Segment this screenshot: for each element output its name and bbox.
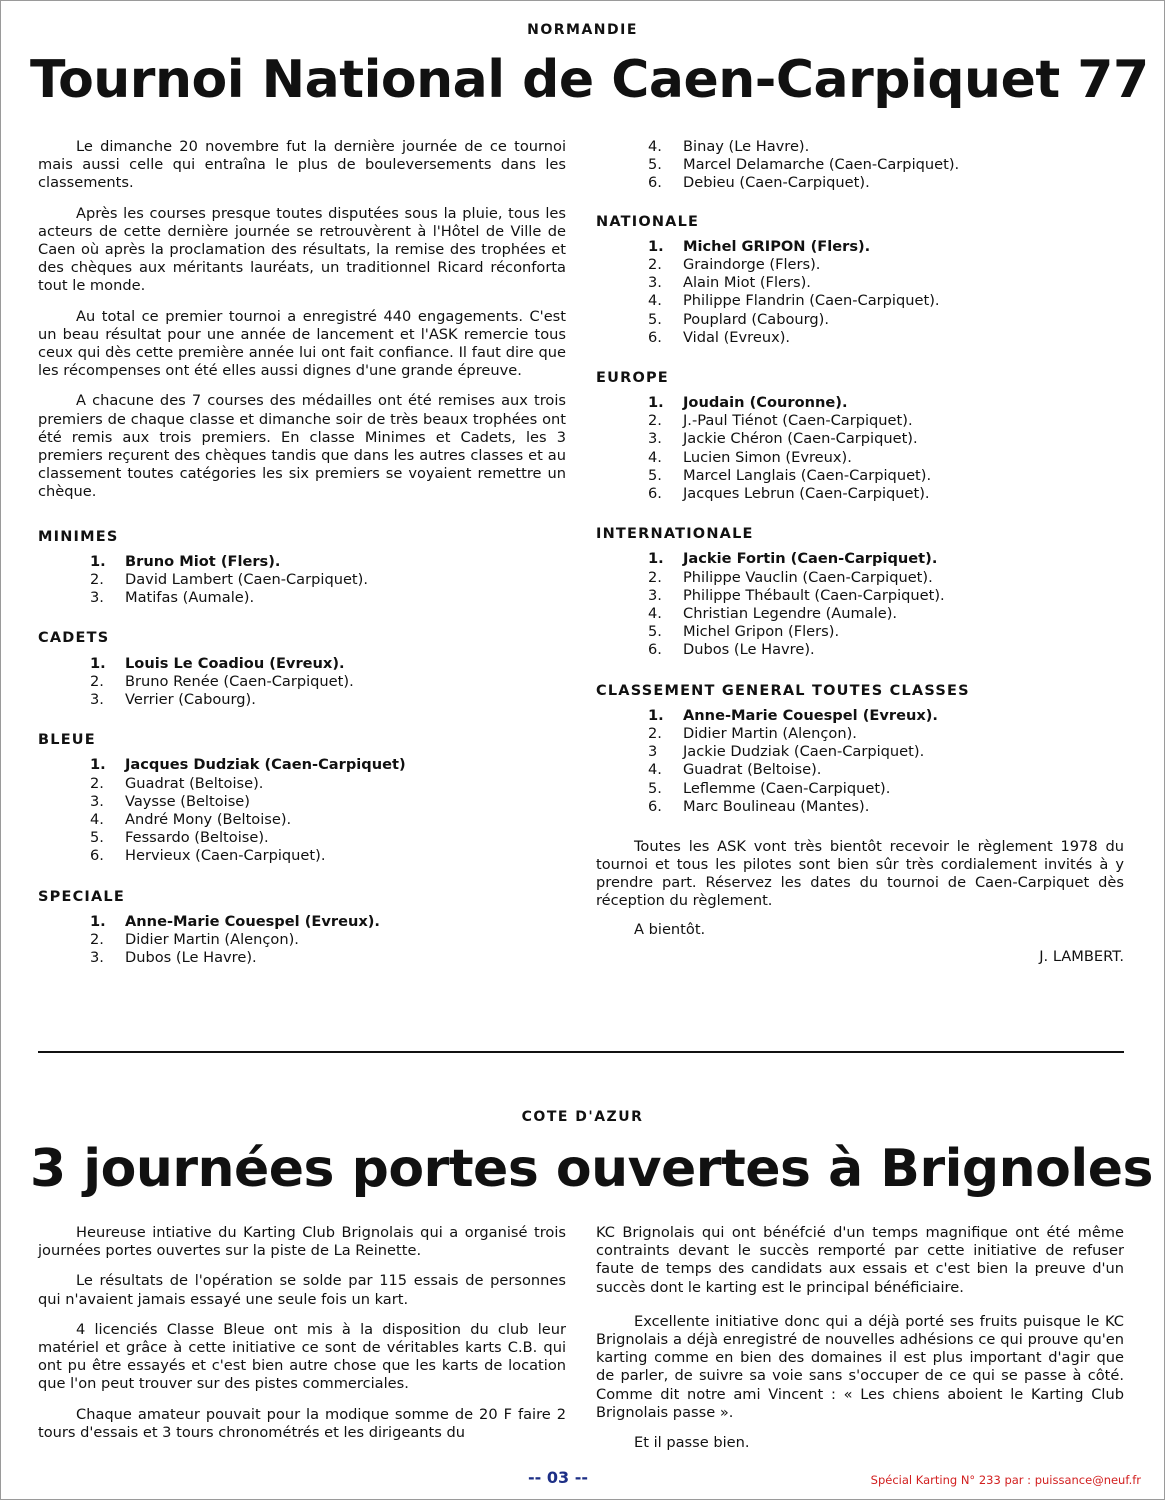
result-row bbox=[648, 569, 1124, 587]
result-entry: Louis Le Coadiou (Evreux). bbox=[125, 654, 345, 672]
result-entry: Marcel Langlais (Caen-Carpiquet). bbox=[683, 466, 932, 484]
result-row bbox=[90, 829, 566, 847]
result-entry: Alain Miot (Flers). bbox=[683, 274, 811, 292]
result-entry: Vidal (Evreux). bbox=[683, 328, 791, 346]
result-row bbox=[648, 605, 1124, 623]
result-rank: 6. bbox=[648, 485, 662, 503]
result-entry: Binay (Le Havre). bbox=[683, 138, 810, 155]
article2-title: 3 journées portes ouvertes à Brignoles bbox=[30, 1139, 1153, 1199]
result-rank: 1. bbox=[648, 237, 664, 255]
result-rank: 3. bbox=[90, 792, 104, 810]
result-entry: Bruno Renée (Caen-Carpiquet). bbox=[125, 672, 354, 690]
results-list-internationale bbox=[596, 550, 1124, 659]
result-rank: 6. bbox=[90, 847, 104, 865]
result-row bbox=[648, 587, 1124, 605]
result-entry: Guadrat (Beltoise). bbox=[683, 761, 822, 779]
article-divider bbox=[38, 1051, 1124, 1053]
result-entry: Jacques Dudziak (Caen-Carpiquet) bbox=[125, 756, 406, 774]
paragraph: Chaque amateur pouvait pour la modique somme de 20 F faire 2 tours d'essais et 3 tours chronométrés et les dirigeants du bbox=[38, 1405, 566, 1441]
result-rank: 3. bbox=[648, 430, 662, 448]
result-entry: Michel GRIPON (Flers). bbox=[683, 237, 871, 255]
result-row bbox=[648, 550, 1124, 568]
result-rank: 2. bbox=[90, 930, 104, 948]
result-entry: Philippe Vauclin (Caen-Carpiquet). bbox=[683, 568, 933, 586]
result-rank: 1. bbox=[90, 912, 106, 930]
result-rank: 1. bbox=[648, 706, 664, 724]
results-list-cadets bbox=[38, 655, 566, 710]
results-list-nationale bbox=[596, 238, 1124, 347]
result-entry: André Mony (Beltoise). bbox=[125, 810, 292, 828]
class-heading-bleue: BLEUE bbox=[38, 732, 96, 749]
result-row bbox=[648, 292, 1124, 310]
article2-right-text bbox=[596, 1313, 1124, 1452]
paragraph: Heureuse intiative du Karting Club Brignolais qui a organisé trois journées portes ouvertes sur la piste de La Reinette. bbox=[38, 1224, 566, 1260]
farewell: A bientôt. bbox=[634, 920, 706, 938]
result-row bbox=[90, 793, 566, 811]
result-entry: Jackie Chéron (Caen-Carpiquet). bbox=[683, 430, 918, 448]
result-row bbox=[648, 430, 1124, 448]
result-rank: 5. bbox=[90, 829, 104, 847]
paragraph: Le dimanche 20 novembre fut la dernière journée de ce tournoi mais aussi celle qui entraîna le plus de bouleversements dans les classements. bbox=[38, 138, 566, 192]
article2-left-text bbox=[38, 1224, 566, 1442]
result-entry: Debieu (Caen-Carpiquet). bbox=[683, 174, 870, 192]
class-heading-internationale: INTERNATIONALE bbox=[596, 526, 754, 543]
result-rank: 1. bbox=[648, 550, 664, 568]
result-row bbox=[648, 467, 1124, 485]
results-list-minimes bbox=[38, 553, 566, 608]
result-rank: 2. bbox=[90, 571, 104, 589]
result-rank: 2. bbox=[648, 412, 662, 430]
paragraph: Au total ce premier tournoi a enregistré 440 engagements. C'est un beau résultat pour une année de lancement et l'ASK remercie tous ceux qui dès cette première année lui ont fait confiance. Il faut dire que les récompenses ont été elles aussi dignes d'une grande épreuve. bbox=[38, 307, 566, 380]
result-row bbox=[648, 761, 1124, 779]
result-entry: Dubos (Le Havre). bbox=[125, 949, 257, 967]
result-row bbox=[648, 138, 1124, 156]
result-row bbox=[90, 847, 566, 865]
result-row bbox=[90, 913, 566, 931]
result-rank: 6. bbox=[648, 797, 662, 815]
result-entry: David Lambert (Caen-Carpiquet). bbox=[125, 571, 368, 589]
class-heading-classement-general-toutes-classes: CLASSEMENT GENERAL TOUTES CLASSES bbox=[596, 682, 970, 699]
result-rank: 2. bbox=[648, 568, 662, 586]
result-rank: 3. bbox=[90, 691, 104, 708]
result-rank: 5. bbox=[648, 623, 662, 641]
result-entry: Verrier (Cabourg). bbox=[125, 691, 256, 708]
result-row bbox=[648, 449, 1124, 467]
result-entry: Pouplard (Cabourg). bbox=[683, 310, 829, 328]
result-entry: Joudain (Couronne). bbox=[683, 394, 848, 412]
article1-left-column bbox=[38, 138, 566, 989]
result-entry: Vaysse (Beltoise) bbox=[125, 792, 250, 810]
result-row bbox=[90, 811, 566, 829]
result-row bbox=[648, 238, 1124, 256]
page-number: -- 03 -- bbox=[528, 1468, 588, 1487]
result-entry: Jackie Fortin (Caen-Carpiquet). bbox=[683, 550, 938, 568]
class-heading-minimes: MINIMES bbox=[38, 528, 119, 545]
result-rank: 4. bbox=[648, 448, 662, 466]
result-row bbox=[648, 174, 1124, 192]
speciale-results-continued bbox=[596, 138, 1124, 193]
result-rank: 4. bbox=[648, 292, 662, 310]
paragraph: Après les courses presque toutes disputées sous la pluie, tous les acteurs de cette dernière journée se retrouvèrent à l'Hôtel de Ville de Caen où après la proclamation des résultats, la remise des trophées et des chèques aux méritants lauréats, un traditionnel Ricard réconforta tout le monde. bbox=[38, 204, 566, 295]
class-heading-cadets: CADETS bbox=[38, 630, 110, 647]
result-rank: 5. bbox=[648, 779, 662, 797]
result-entry: Philippe Thébault (Caen-Carpiquet). bbox=[683, 586, 945, 604]
result-entry: Anne-Marie Couespel (Evreux). bbox=[125, 912, 380, 930]
result-entry: Philippe Flandrin (Caen-Carpiquet). bbox=[683, 292, 940, 310]
result-entry: Didier Martin (Alençon). bbox=[125, 930, 299, 948]
result-row bbox=[648, 780, 1124, 798]
result-entry: Graindorge (Flers). bbox=[683, 255, 821, 273]
paragraph: Excellente initiative donc qui a déjà porté ses fruits puisque le KC Brignolais a déjà enregistré de nouvelles adhésions ce qui prouve qu'en karting comme en bien des domaines il est plus important d'agir que de parler, de suivre sa voie sans s'occuper de ce qui se passe à côté. Comme dit notre ami Vincent : « Les chiens aboient le Karting Club Brignolais passe ». bbox=[596, 1312, 1124, 1421]
result-entry: Christian Legendre (Aumale). bbox=[683, 604, 898, 622]
result-row bbox=[648, 798, 1124, 816]
result-entry: Jackie Dudziak (Caen-Carpiquet). bbox=[683, 743, 925, 761]
result-row bbox=[648, 412, 1124, 430]
paragraph: 4 licenciés Classe Bleue ont mis à la disposition du club leur matériel et grâce à cette initiative ce sont de véritables karts C.B. qui ont pu être essayés et c'est bien autre chose que les karts de location que l'on peut trouver sur des pistes commerciales. bbox=[38, 1320, 566, 1393]
result-rank: 4. bbox=[648, 138, 662, 155]
result-row bbox=[90, 589, 566, 607]
result-entry: Dubos (Le Havre). bbox=[683, 641, 815, 659]
article2-region: COTE D'AZUR bbox=[521, 1109, 644, 1125]
result-entry: Matifas (Aumale). bbox=[125, 589, 255, 607]
result-row bbox=[648, 623, 1124, 641]
results-right bbox=[596, 213, 1124, 816]
result-entry: Hervieux (Caen-Carpiquet). bbox=[125, 847, 326, 865]
article2-left-column bbox=[38, 1224, 566, 1454]
result-rank: 2. bbox=[90, 672, 104, 690]
result-entry: J.-Paul Tiénot (Caen-Carpiquet). bbox=[683, 412, 913, 430]
class-heading-europe: EUROPE bbox=[596, 369, 669, 386]
result-rank: 4. bbox=[648, 761, 662, 779]
result-entry: Didier Martin (Alençon). bbox=[683, 724, 857, 742]
result-row bbox=[90, 756, 566, 774]
credit-line: Spécial Karting N° 233 par : puissance@neuf.fr bbox=[870, 1473, 1141, 1487]
article1-region: NORMANDIE bbox=[527, 22, 638, 38]
result-rank: 6. bbox=[648, 328, 662, 346]
result-rank: 1. bbox=[648, 394, 664, 412]
result-row bbox=[648, 311, 1124, 329]
results-left bbox=[38, 528, 566, 968]
result-entry: Guadrat (Beltoise). bbox=[125, 774, 264, 792]
signature: J. LAMBERT. bbox=[1039, 947, 1124, 965]
result-row bbox=[90, 775, 566, 793]
result-row bbox=[648, 641, 1124, 659]
results-list-bleue bbox=[38, 756, 566, 865]
closing-paragraph: Toutes les ASK vont très bientôt recevoir le règlement 1978 du tournoi et tous les pilotes sont bien sûr très cordialement invités à y prendre part. Réservez les dates du tournoi de Caen-Carpiquet dès réception du règlement. bbox=[596, 837, 1124, 910]
result-row bbox=[90, 673, 566, 691]
article2-continuation: KC Brignolais qui ont bénéfcié d'un temps magnifique ont été même contraints devant le succès remporté par cette initiative de refuser faute de temps des candidats aux essais et c'est bien la preuve d'un succès dont le karting est le principal bénéficiaire. bbox=[596, 1224, 1124, 1296]
paragraph: A chacune des 7 courses des médailles ont été remises aux trois premiers de chaque classe et dimanche soir de très beaux trophées ont été remis aux trois premiers. En classe Minimes et Cadets, les 3 premiers reçurent des chèques tandis que dans les autres classes et au classement toutes catégories les six premiers se voyaient remettre un chèque. bbox=[38, 392, 566, 501]
result-rank: 2. bbox=[648, 724, 662, 742]
result-row bbox=[648, 725, 1124, 743]
result-row bbox=[90, 949, 566, 967]
result-row bbox=[648, 274, 1124, 292]
results-list-classement-general-toutes-classes bbox=[596, 707, 1124, 816]
result-rank: 3. bbox=[90, 949, 104, 967]
result-entry: Fessardo (Beltoise). bbox=[125, 829, 269, 847]
result-rank: 3. bbox=[90, 589, 104, 607]
result-rank: 6. bbox=[648, 174, 662, 192]
result-rank: 2. bbox=[90, 774, 104, 792]
class-heading-speciale: SPECIALE bbox=[38, 888, 125, 905]
result-rank: 1. bbox=[90, 654, 106, 672]
result-row bbox=[90, 655, 566, 673]
result-rank: 5. bbox=[648, 156, 662, 174]
result-row bbox=[648, 256, 1124, 274]
article2-right-column bbox=[596, 1224, 1124, 1464]
result-entry: Jacques Lebrun (Caen-Carpiquet). bbox=[683, 485, 930, 503]
result-entry: Marcel Delamarche (Caen-Carpiquet). bbox=[683, 156, 960, 174]
article1-title: Tournoi National de Caen-Carpiquet 77 bbox=[30, 50, 1149, 110]
results-list-speciale bbox=[38, 913, 566, 968]
result-entry: Michel Gripon (Flers). bbox=[683, 623, 840, 641]
result-rank: 3 bbox=[648, 743, 658, 761]
result-row bbox=[648, 156, 1124, 174]
result-rank: 5. bbox=[648, 310, 662, 328]
result-entry: Anne-Marie Couespel (Evreux). bbox=[683, 706, 938, 724]
result-rank: 4. bbox=[90, 810, 104, 828]
class-heading-nationale: NATIONALE bbox=[596, 213, 700, 230]
article1-right-column bbox=[596, 138, 1124, 966]
result-row bbox=[90, 553, 566, 571]
results-list-europe bbox=[596, 394, 1124, 503]
result-entry: Lucien Simon (Evreux). bbox=[683, 448, 852, 466]
result-rank: 6. bbox=[648, 641, 662, 659]
result-rank: 2. bbox=[648, 255, 662, 273]
paragraph: Le résultats de l'opération se solde par 115 essais de personnes qui n'avaient jamais essayé une seule fois un kart. bbox=[38, 1272, 566, 1308]
result-rank: 1. bbox=[90, 756, 106, 774]
result-entry: Leflemme (Caen-Carpiquet). bbox=[683, 779, 891, 797]
result-row bbox=[648, 329, 1124, 347]
result-entry: Marc Boulineau (Mantes). bbox=[683, 797, 870, 815]
result-rank: 3. bbox=[648, 274, 662, 292]
paragraph: Et il passe bien. bbox=[634, 1434, 750, 1452]
result-rank: 5. bbox=[648, 466, 662, 484]
result-rank: 3. bbox=[648, 586, 662, 604]
result-rank: 4. bbox=[648, 604, 662, 622]
result-row bbox=[648, 707, 1124, 725]
article1-intro bbox=[38, 138, 566, 502]
result-row bbox=[648, 485, 1124, 503]
result-row bbox=[90, 931, 566, 949]
result-row bbox=[90, 571, 566, 589]
result-row bbox=[90, 691, 566, 709]
result-entry: Bruno Miot (Flers). bbox=[125, 552, 281, 570]
result-row bbox=[648, 394, 1124, 412]
result-rank: 1. bbox=[90, 552, 106, 570]
result-row bbox=[648, 743, 1124, 761]
